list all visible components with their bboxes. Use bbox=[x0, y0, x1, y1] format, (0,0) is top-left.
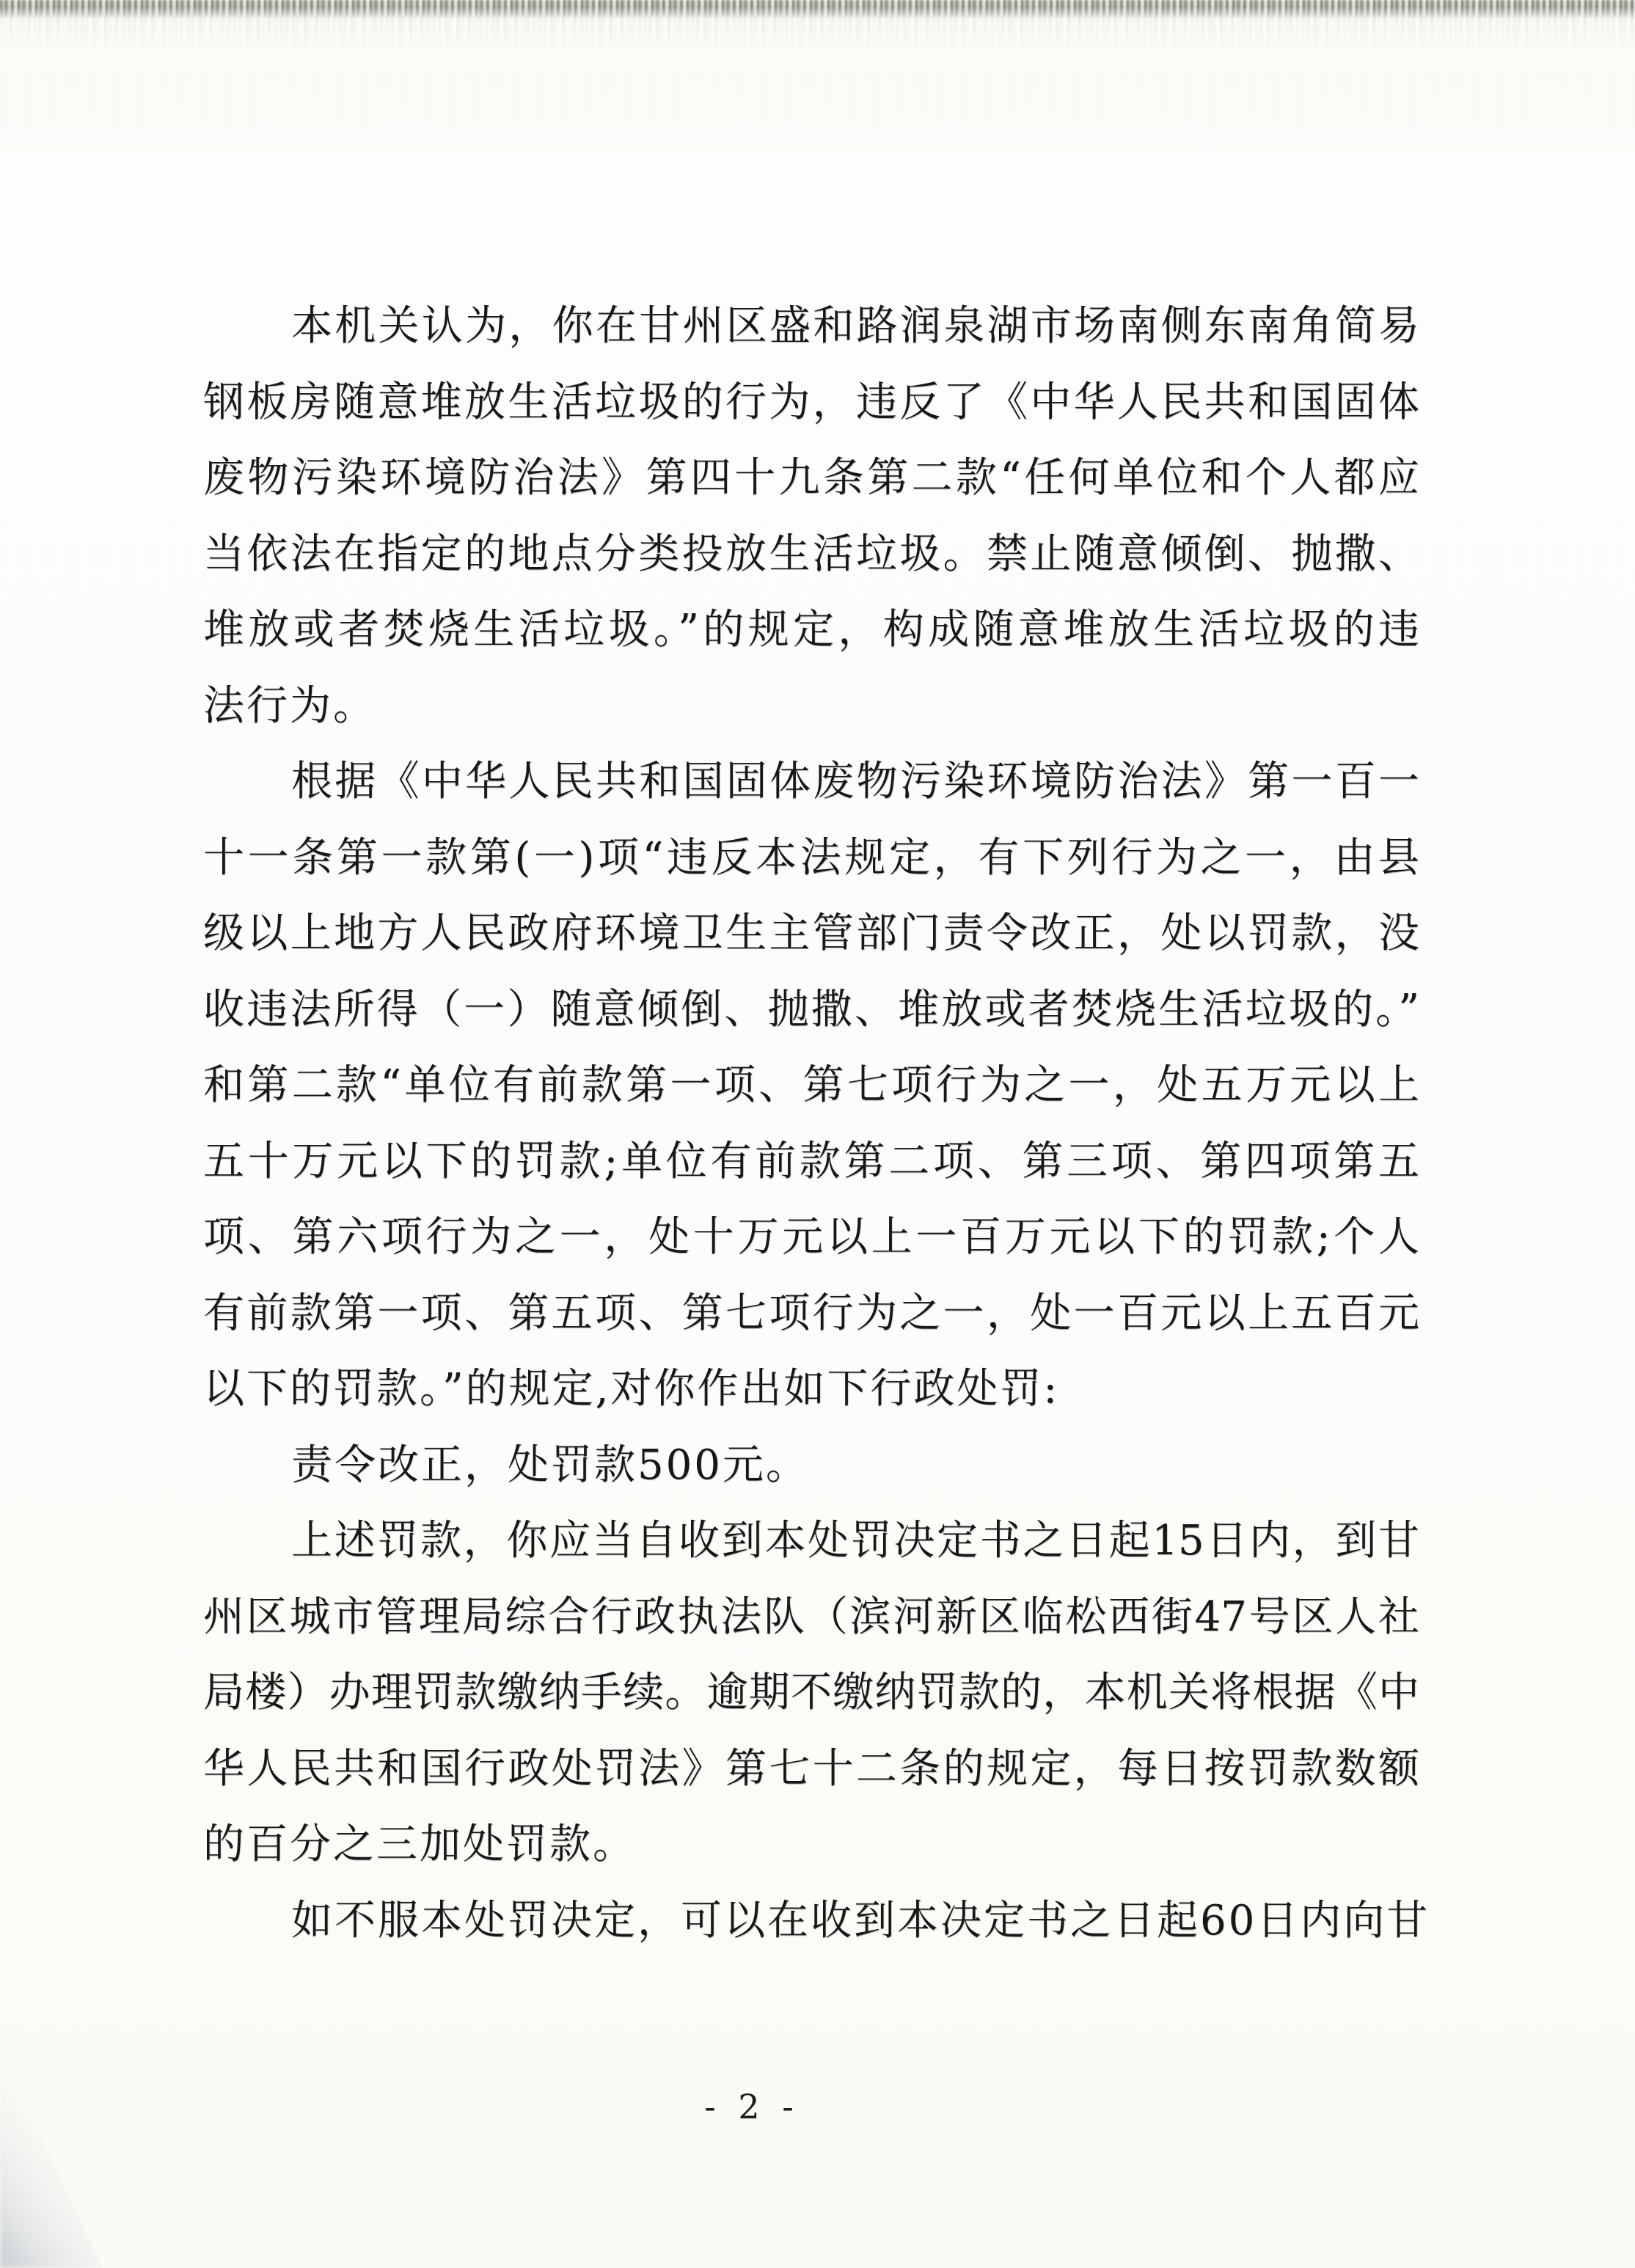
document-line: 和第二款“单位有前款第一项、第七项行为之一，处五万元以上 bbox=[203, 1061, 1419, 1109]
document-line: 华人民共和国行政处罚法》第七十二条的规定，每日按罚款数额 bbox=[203, 1744, 1419, 1793]
document-line: 废物污染环境防治法》第四十九条第二款“任何单位和个人都应 bbox=[203, 454, 1419, 502]
scan-noise-strip bbox=[0, 70, 1635, 129]
document-line: 收违法所得（一）随意倾倒、抛撒、堆放或者焚烧生活垃圾的。” bbox=[203, 985, 1419, 1034]
document-line: 局楼）办理罚款缴纳手续。逾期不缴纳罚款的，本机关将根据《中 bbox=[203, 1669, 1419, 1716]
page-number: - 2 - bbox=[704, 2087, 800, 2126]
document-line: 上述罚款，你应当自收到本处罚决定书之日起15日内，到甘 bbox=[291, 1517, 1419, 1565]
document-line: 本机关认为，你在甘州区盛和路润泉湖市场南侧东南角简易 bbox=[291, 302, 1419, 350]
document-line: 钢板房随意堆放生活垃圾的行为，违反了《中华人民共和国固体 bbox=[203, 378, 1419, 426]
document-line: 有前款第一项、第五项、第七项行为之一，处一百元以上五百元 bbox=[203, 1289, 1419, 1337]
document-line: 堆放或者焚烧生活垃圾。”的规定，构成随意堆放生活垃圾的违 bbox=[203, 606, 1419, 654]
document-body bbox=[203, 288, 1430, 1958]
document-line: 级以上地方人民政府环境卫生主管部门责令改正，处以罚款，没 bbox=[203, 910, 1419, 957]
document-line: 十一条第一款第(一)项“违反本法规定，有下列行为之一，由县 bbox=[203, 833, 1419, 882]
document-line: 五十万元以下的罚款;单位有前款第二项、第三项、第四项第五 bbox=[203, 1137, 1419, 1185]
document-line: 根据《中华人民共和国固体废物污染环境防治法》第一百一 bbox=[291, 758, 1419, 805]
document-line: 项、第六项行为之一，处十万元以上一百万元以下的罚款;个人 bbox=[203, 1213, 1419, 1261]
document-line: 当依法在指定的地点分类投放生活垃圾。禁止随意倾倒、抛撒、 bbox=[203, 530, 1419, 578]
document-line: 以下的罚款。”的规定,对你作出如下行政处罚: bbox=[203, 1365, 1060, 1413]
document-line: 法行为。 bbox=[203, 681, 376, 730]
document-line: 如不服本处罚决定，可以在收到本决定书之日起60日内向甘 bbox=[291, 1896, 1430, 1945]
document-line: 的百分之三加处罚款。 bbox=[203, 1821, 636, 1868]
document-line: 州区城市管理局综合行政执法队（滨河新区临松西街47号区人社 bbox=[203, 1592, 1419, 1641]
scan-fold-shadow bbox=[0, 2048, 103, 2268]
scan-noise-top-fade bbox=[0, 4, 1635, 56]
document-line: 责令改正，处罚款500元。 bbox=[291, 1441, 809, 1489]
